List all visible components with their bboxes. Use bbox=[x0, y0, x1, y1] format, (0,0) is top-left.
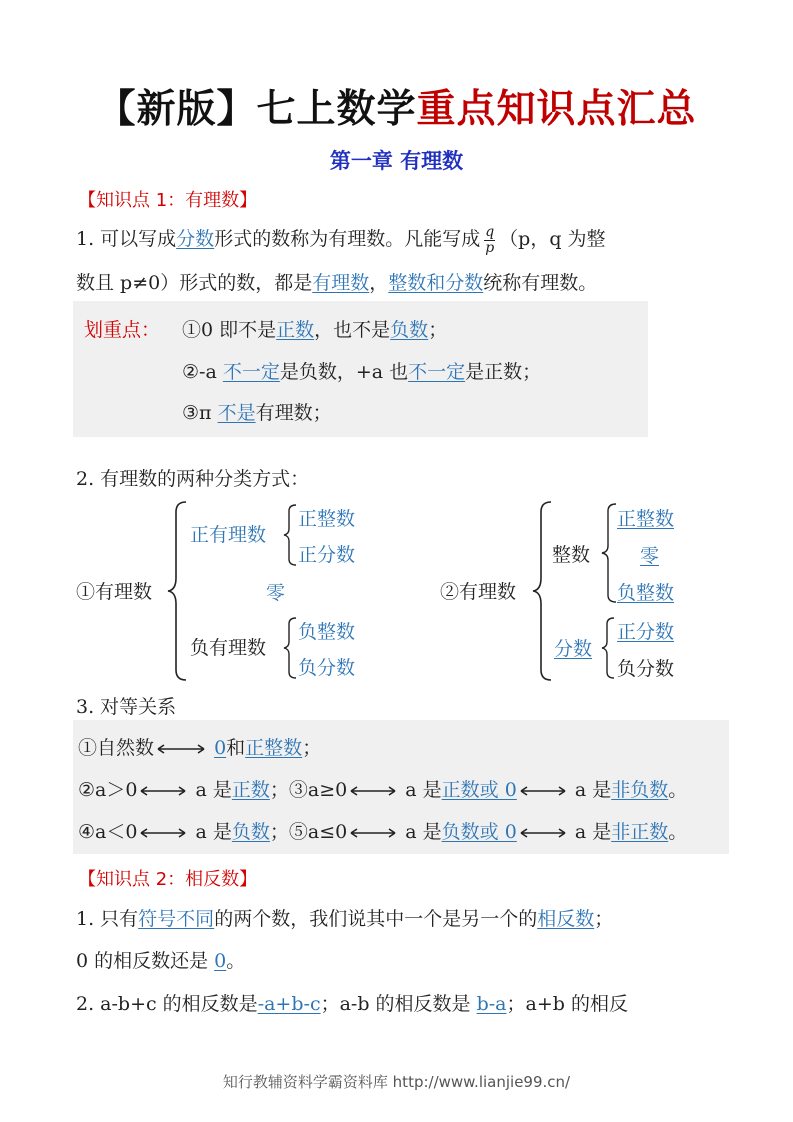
left-pos-rational: 正有理数 bbox=[190, 524, 267, 546]
left-neg-int: 负整数 bbox=[298, 621, 356, 643]
left-zero: 零 bbox=[266, 582, 286, 604]
right-int: 整数 bbox=[552, 544, 591, 566]
equiv-heading: 3. 对等关系 bbox=[76, 696, 177, 718]
footer-watermark: 知行教辅资料学霸资料库 http://www.lianjie99.cn/ bbox=[222, 1073, 571, 1091]
right-pos-int: 正整数 bbox=[617, 508, 675, 530]
page-title bbox=[0, 78, 793, 134]
left-pos-int: 正整数 bbox=[298, 508, 356, 530]
double-arrow-icon bbox=[157, 744, 205, 754]
left-pos-frac: 正分数 bbox=[298, 544, 356, 566]
highlight-row-1: ①0 即不是正数，也不是负数； bbox=[182, 319, 448, 341]
answer-fraction: 分数 bbox=[176, 228, 215, 250]
right-big-brace-icon bbox=[531, 500, 555, 682]
left-big-brace-icon bbox=[166, 500, 190, 682]
kp2-header: 【知识点 2：相反数】 bbox=[78, 869, 258, 890]
kp1-header: 【知识点 1：有理数】 bbox=[78, 190, 258, 211]
kp2-line2: 0 的相反数还是 0。 bbox=[76, 950, 246, 972]
right-pos-frac: 正分数 bbox=[617, 621, 675, 643]
right-neg-int: 负整数 bbox=[617, 582, 675, 604]
title-highlight: 重点知识点汇总 bbox=[416, 87, 697, 132]
right-neg-frac: 负分数 bbox=[617, 658, 675, 680]
left-neg-brace-icon bbox=[282, 616, 298, 680]
answer-rational: 有理数 bbox=[312, 272, 370, 294]
chapter-title: 第一章 有理数 bbox=[329, 149, 464, 173]
left-pos-brace-icon bbox=[282, 503, 298, 567]
kp2-line1: 1. 只有符号不同的两个数，我们说其中一个是另一个的相反数； bbox=[76, 908, 614, 930]
double-arrow-icon bbox=[520, 828, 566, 838]
answer-int-and-frac: 整数和分数 bbox=[388, 272, 484, 294]
equiv-row-2: ②a＞0 a 是正数；③a≥0 a 是正数或 0 a 是非负数。 bbox=[78, 779, 688, 801]
double-arrow-icon bbox=[520, 786, 566, 796]
kp1-line1: 1. 可以写成分数形式的数称为有理数。凡能写成 $\frac{q}{p}$ （p，q 为整 bbox=[76, 223, 606, 256]
double-arrow-icon bbox=[350, 828, 396, 838]
double-arrow-icon bbox=[140, 786, 186, 796]
equiv-row-1: ①自然数 0和正整数； bbox=[78, 737, 322, 759]
fraction-q-over-p: $\frac{q}{p}$ bbox=[485, 223, 495, 256]
highlight-label: 划重点： bbox=[84, 319, 161, 341]
right-int-brace-icon bbox=[600, 502, 618, 604]
title-prefix: 【新版】七上数学 bbox=[96, 87, 417, 132]
highlight-row-2: ②-a 不一定是负数，+a 也不一定是正数； bbox=[182, 361, 542, 383]
right-frac-brace-icon bbox=[600, 616, 616, 680]
right-root: ②有理数 bbox=[440, 581, 517, 603]
left-root: ①有理数 bbox=[76, 581, 153, 603]
double-arrow-icon bbox=[140, 828, 186, 838]
left-neg-frac: 负分数 bbox=[298, 657, 356, 679]
kp2-line3: 2. a-b+c 的相反数是-a+b-c；a-b 的相反数是 b-a；a+b 的相反 bbox=[76, 993, 628, 1015]
right-frac: 分数 bbox=[554, 638, 593, 660]
left-neg-rational: 负有理数 bbox=[190, 637, 267, 659]
highlight-row-3: ③π 不是有理数； bbox=[182, 402, 332, 424]
kp1-line2: 数且 p≠0）形式的数，都是有理数，整数和分数统称有理数。 bbox=[76, 272, 598, 294]
classify-heading: 2. 有理数的两种分类方式： bbox=[76, 468, 310, 490]
double-arrow-icon bbox=[350, 786, 396, 796]
right-zero: 零 bbox=[640, 545, 660, 567]
equiv-row-3: ④a＜0 a 是负数；⑤a≤0 a 是负数或 0 a 是非正数。 bbox=[78, 821, 688, 843]
